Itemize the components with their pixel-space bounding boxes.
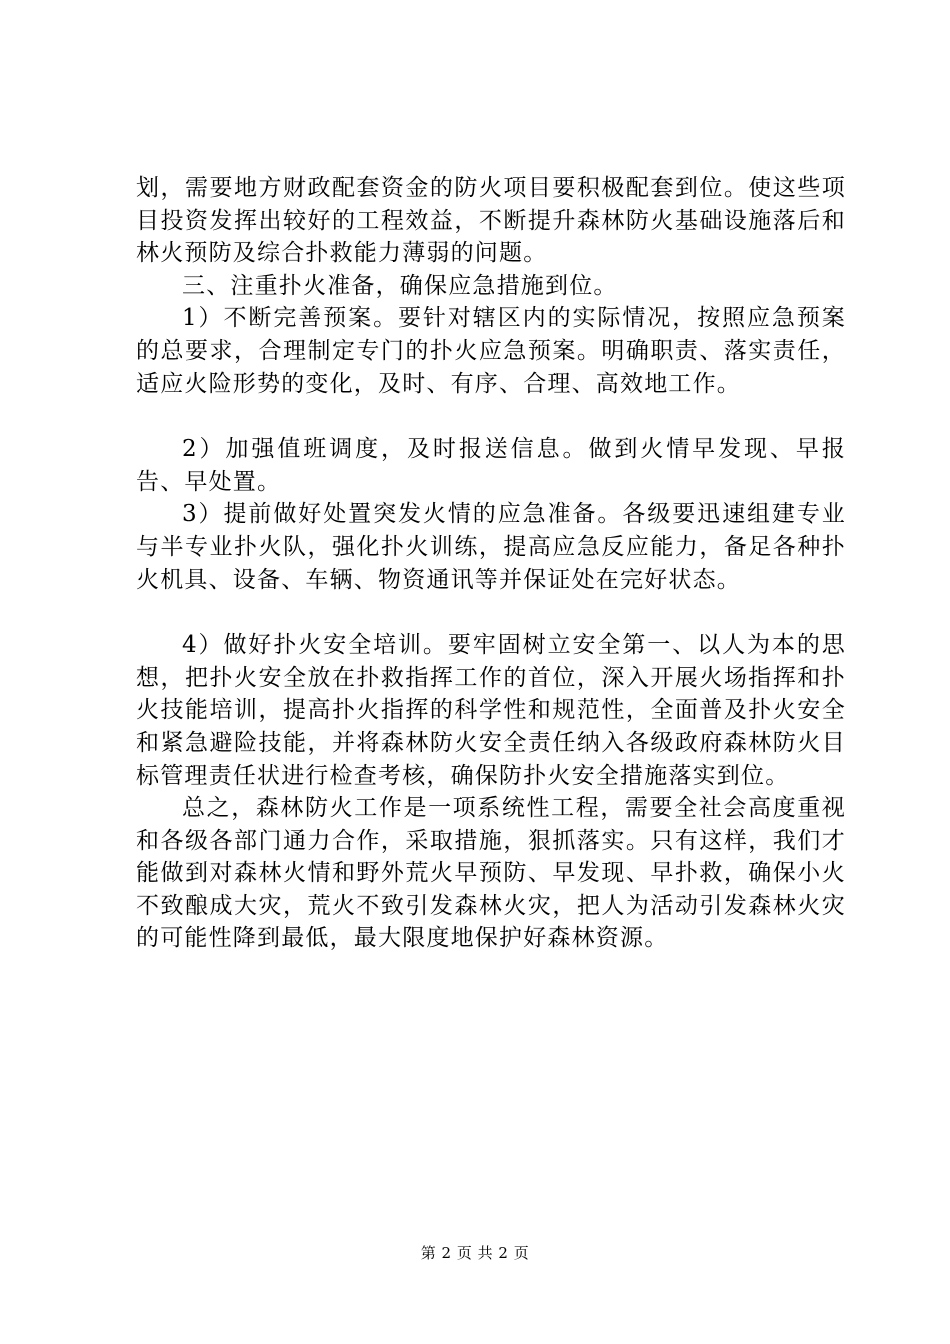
paragraph-item-1: 1）不断完善预案。要针对辖区内的实际情况，按照应急预案的总要求，合理制定专门的扑火应急预案。明确职责、落实责任，适应火险形势的变化，及时、有序、合理、高效地工作。 xyxy=(136,305,846,397)
paragraph-item-4: 4）做好扑火安全培训。要牢固树立安全第一、以人为本的思想，把扑火安全放在扑救指挥工作的首位，深入开展火场指挥和扑火技能培训，提高扑火指挥的科学性和规范性，全面普及扑火安全和紧急避险技能，并将森林防火安全责任纳入各级政府森林防火目标管理责任状进行检查考核，确保防扑火安全措施落实到位。 xyxy=(136,632,846,789)
paragraph-item-2: 2）加强值班调度，及时报送信息。做到火情早发现、早报告、早处置。 xyxy=(136,436,846,495)
paragraph-conclusion: 总之，森林防火工作是一项系统性工程，需要全社会高度重视和各级各部门通力合作，采取措施，狠抓落实。只有这样，我们才能做到对森林火情和野外荒火早预防、早发现、早扑救，确保小火不致酿成大灾，荒火不致引发森林火灾，把人为活动引发森林火灾的可能性降到最低，最大限度地保护好森林资源。 xyxy=(136,795,846,952)
paragraph-gap xyxy=(136,400,846,433)
section-heading: 三、注重扑火准备，确保应急措施到位。 xyxy=(182,272,618,299)
paragraph-continuation: 划，需要地方财政配套资金的防火项目要积极配套到位。使这些项目投资发挥出较好的工程效益，不断提升森林防火基础设施落后和林火预防及综合扑救能力薄弱的问题。 xyxy=(136,175,846,267)
paragraph-item-3: 3）提前做好处置突发火情的应急准备。各级要迅速组建专业与半专业扑火队，强化扑火训练，提高应急反应能力，备足各种扑火机具、设备、车辆、物资通讯等并保证处在完好状态。 xyxy=(136,501,846,593)
paragraph-gap xyxy=(136,596,846,629)
document-body xyxy=(136,172,846,955)
page-footer: 第 2 页 共 2 页 xyxy=(420,1244,530,1262)
